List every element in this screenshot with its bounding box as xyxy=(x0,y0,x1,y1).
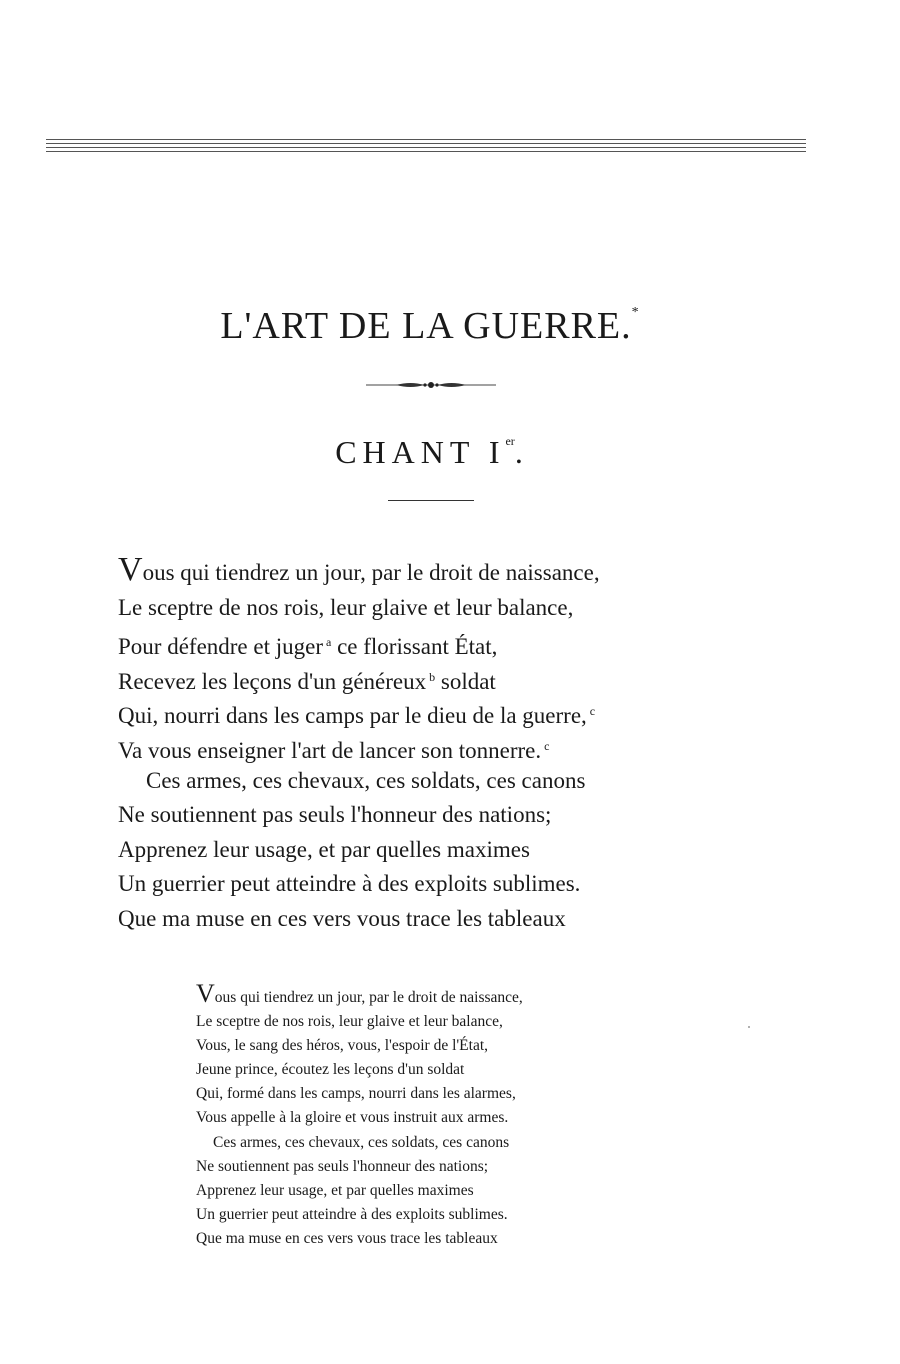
verse-large xyxy=(118,551,600,937)
verse-line-text: Ne soutiennent pas seuls l'honneur des nations; xyxy=(118,802,552,828)
verse-line-text: Ces armes, ces chevaux, ces soldats, ces canons xyxy=(146,767,586,793)
verse-line xyxy=(118,694,600,729)
verse-line-text: Recevez les leçons d'un généreux xyxy=(118,668,427,694)
verse-line-text: ous qui tiendrez un jour, par le droit de naissance, xyxy=(214,989,523,1006)
footnote-mark: c xyxy=(544,738,550,753)
verse-line xyxy=(196,979,523,1010)
verse-line-text: Ces armes, ces chevaux, ces soldats, ces canons xyxy=(213,1133,510,1151)
verse-line xyxy=(196,1179,523,1203)
verse-line xyxy=(118,625,600,660)
verse-line-text: Qui, nourri dans les camps par le dieu de la guerre, xyxy=(118,703,587,729)
drop-cap: V xyxy=(118,551,143,588)
page-title xyxy=(0,304,860,348)
verse-line xyxy=(118,591,600,626)
verse-line-text: Que ma muse en ces vers vous trace les tableaux xyxy=(118,905,566,931)
ornament-divider xyxy=(366,378,496,392)
title-text: L'ART DE LA GUERRE. xyxy=(220,305,632,347)
verse-line xyxy=(118,798,600,833)
verse-line-text: Va vous enseigner l'art de lancer son tonnerre. xyxy=(118,737,542,763)
verse-line xyxy=(118,902,600,937)
verse-line-text: Vous, le sang des héros, vous, l'espoir de l'État, xyxy=(196,1037,489,1055)
paper-speck xyxy=(748,1026,750,1028)
verse-line-text: Pour défendre et juger xyxy=(118,634,324,660)
drop-cap: V xyxy=(196,979,215,1008)
top-rule-2 xyxy=(46,143,806,144)
verse-line xyxy=(118,764,600,799)
verse-line-text: Jeune prince, écoutez les leçons d'un soldat xyxy=(196,1061,465,1079)
verse-line-text: Ne soutiennent pas seuls l'honneur des nations; xyxy=(196,1157,489,1175)
verse-line-text: Apprenez leur usage, et par quelles maximes xyxy=(196,1181,474,1199)
footnote-mark: c xyxy=(589,704,596,719)
chant-heading xyxy=(0,434,864,471)
verse-line-text: Apprenez leur usage, et par quelles maximes xyxy=(118,836,530,862)
verse-line-text: ous qui tiendrez un jour, par le droit de naissance, xyxy=(142,560,600,585)
verse-line xyxy=(196,1010,523,1034)
verse-line xyxy=(196,1034,523,1058)
verse-line xyxy=(118,729,600,764)
verse-line xyxy=(118,551,600,591)
verse-line-text-after: soldat xyxy=(435,668,496,694)
chant-period: . xyxy=(514,434,529,470)
top-rule-1 xyxy=(46,139,806,140)
verse-line-text: Que ma muse en ces vers vous trace les tableaux xyxy=(196,1229,498,1247)
top-rule-4 xyxy=(46,151,806,152)
chant-rule xyxy=(388,500,474,501)
verse-line xyxy=(196,1131,523,1155)
verse-line xyxy=(196,1155,523,1179)
chant-label: CHANT I xyxy=(335,434,506,470)
verse-line-text: Qui, formé dans les camps, nourri dans les alarmes, xyxy=(196,1085,516,1103)
verse-line-text: Vous appelle à la gloire et vous instruit aux armes. xyxy=(196,1109,509,1127)
verse-line xyxy=(118,660,600,695)
verse-line xyxy=(118,867,600,902)
footnote-mark: a xyxy=(326,635,332,650)
chant-superscript: er xyxy=(505,434,515,448)
verse-line-text-after: ce florissant État, xyxy=(331,634,498,660)
verse-line xyxy=(196,1058,523,1082)
footnote-mark: b xyxy=(429,669,436,684)
verse-line-text: Le sceptre de nos rois, leur glaive et leur balance, xyxy=(196,1013,503,1031)
verse-line-text: Un guerrier peut atteindre à des exploits sublimes. xyxy=(196,1205,508,1223)
title-footnote-mark: * xyxy=(631,305,640,320)
verse-line xyxy=(118,833,600,868)
verse-line-text: Le sceptre de nos rois, leur glaive et leur balance, xyxy=(118,594,574,620)
verse-line xyxy=(196,1227,523,1251)
verse-line xyxy=(196,1106,523,1130)
top-rule-3 xyxy=(46,147,806,148)
verse-small xyxy=(196,979,523,1251)
verse-line-text: Un guerrier peut atteindre à des exploits sublimes. xyxy=(118,871,581,897)
verse-line xyxy=(196,1082,523,1106)
verse-line xyxy=(196,1203,523,1227)
